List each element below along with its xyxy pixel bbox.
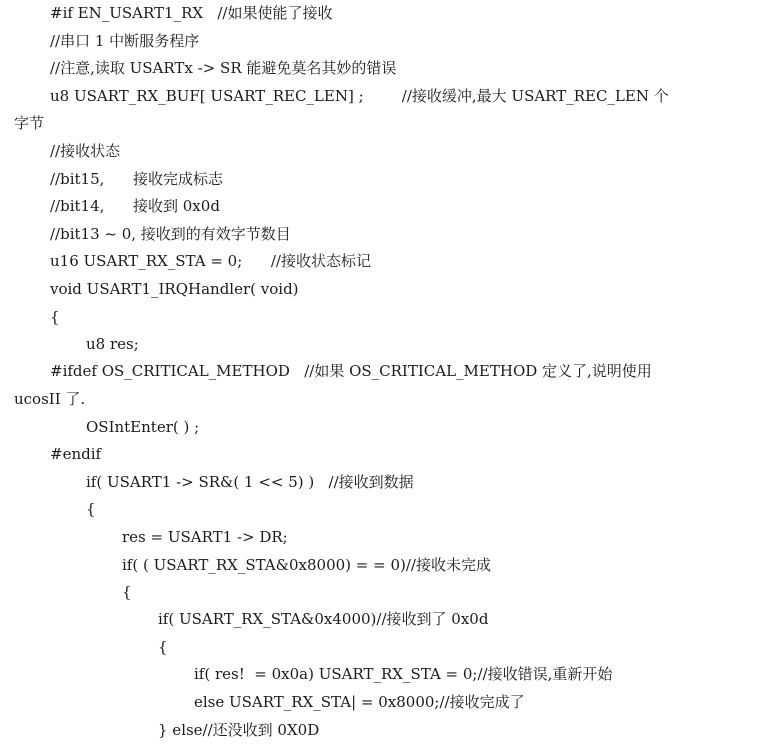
code-line: //bit13 ~ 0, 接收到的有效字节数目 <box>50 225 291 243</box>
code-line: #if EN_USART1_RX //如果使能了接收 <box>50 4 333 22</box>
code-line: if( res! = 0x0a) USART_RX_STA = 0;//接收错误,重新开始 <box>194 665 613 683</box>
code-line: { <box>86 500 96 518</box>
code-line: #endif <box>50 445 102 463</box>
code-line: 字节 <box>14 114 45 132</box>
code-line: OSIntEnter( ) ; <box>86 418 200 436</box>
code-line: #ifdef OS_CRITICAL_METHOD //如果 OS_CRITICAL_METHOD 定义了,说明使用 <box>50 362 652 380</box>
code-line: else USART_RX_STA| = 0x8000;//接收完成了 <box>194 693 525 711</box>
code-line: { <box>122 583 132 601</box>
code-line: res = USART1 -> DR; <box>122 528 288 546</box>
code-line: { <box>50 308 60 326</box>
code-line: //接收状态 <box>50 142 121 160</box>
code-line: if( USART_RX_STA&0x4000)//接收到了 0x0d <box>158 610 489 628</box>
code-line: //bit15, 接收完成标志 <box>50 170 223 188</box>
code-line: //串口 1 中断服务程序 <box>50 32 200 50</box>
code-line: { <box>158 638 168 656</box>
code-line: if( ( USART_RX_STA&0x8000) = = 0)//接收未完成 <box>122 556 491 574</box>
code-line: u8 USART_RX_BUF[ USART_REC_LEN] ; //接收缓冲,最大 USART_REC_LEN 个 <box>50 87 669 105</box>
code-line: void USART1_IRQHandler( void) <box>50 280 299 298</box>
code-line: //bit14, 接收到 0x0d <box>50 197 220 215</box>
code-line: u8 res; <box>86 335 139 353</box>
code-line: } else//还没收到 0X0D <box>158 721 320 739</box>
code-line: ucosII 了. <box>14 390 86 408</box>
code-line: if( USART1 -> SR&( 1 << 5) ) //接收到数据 <box>86 473 414 491</box>
code-line: u16 USART_RX_STA = 0; //接收状态标记 <box>50 252 371 270</box>
code-line: //注意,读取 USARTx -> SR 能避免莫名其妙的错误 <box>50 59 397 77</box>
